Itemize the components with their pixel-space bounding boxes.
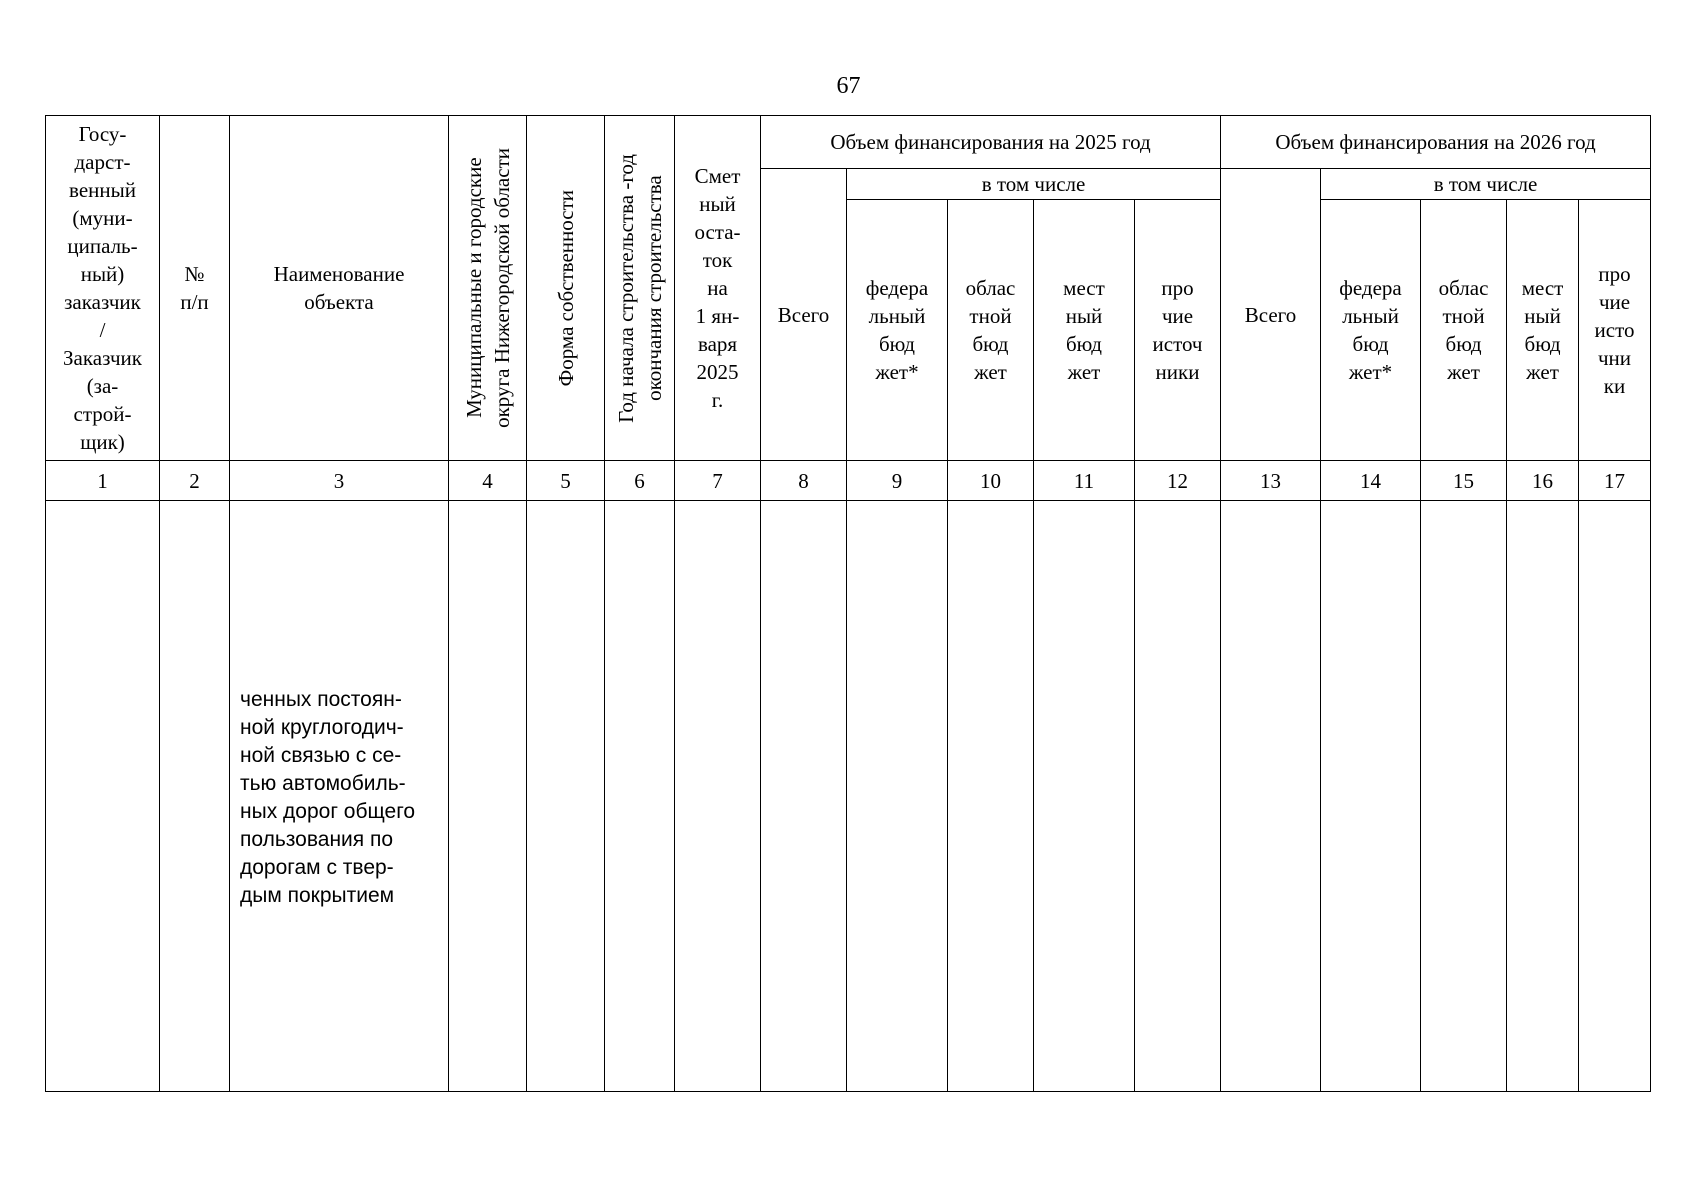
- column-number: 4: [449, 461, 527, 501]
- header-financing-2025-label: Объем финансирования на 2025 год: [830, 130, 1151, 154]
- column-number: 2: [160, 461, 230, 501]
- header-ownership-label: Форма собственности: [553, 189, 578, 387]
- cell-number: [160, 501, 230, 1092]
- header-construction-years: [605, 116, 675, 461]
- object-name-text: ченных постоян- ной круглогодич- ной связью с се- тью автомобиль- ных дорог общего пользования по дорогам с твер- дым покрытием: [240, 688, 416, 907]
- header-financing-2026-label: Объем финансирования на 2026 год: [1275, 130, 1596, 154]
- header-regional-2025: [948, 200, 1034, 461]
- column-number: 15: [1421, 461, 1507, 501]
- column-number: 1: [46, 461, 160, 501]
- header-number-label: № п/п: [180, 262, 209, 314]
- cell-construction-years: [605, 501, 675, 1092]
- header-regional-2026: [1421, 200, 1507, 461]
- header-including-2026-label: в том числе: [1433, 172, 1538, 196]
- header-regional-2026-label: облас тной бюд жет: [1438, 276, 1489, 384]
- cell-other-2025: [1135, 501, 1221, 1092]
- column-number: 13: [1221, 461, 1321, 501]
- header-object-name: [230, 116, 449, 461]
- cell-customer: [46, 501, 160, 1092]
- column-number: 11: [1034, 461, 1135, 501]
- cell-local-2026: [1507, 501, 1579, 1092]
- column-number: 8: [761, 461, 847, 501]
- header-federal-2026-label: федера льный бюд жет*: [1339, 276, 1402, 384]
- cell-ownership: [527, 501, 605, 1092]
- cell-total-2025: [761, 501, 847, 1092]
- column-number: 3: [230, 461, 449, 501]
- header-federal-2026: [1321, 200, 1421, 461]
- financing-table: [45, 115, 1651, 1092]
- header-local-2026-label: мест ный бюд жет: [1521, 276, 1564, 384]
- header-regional-2025-label: облас тной бюд жет: [965, 276, 1016, 384]
- column-numbers-row: [46, 461, 1651, 501]
- header-financing-2025: [761, 116, 1221, 169]
- header-local-2025: [1034, 200, 1135, 461]
- header-including-2025-label: в том числе: [981, 172, 1086, 196]
- header-federal-2025-label: федера льный бюд жет*: [865, 276, 929, 384]
- header-customer: [46, 116, 160, 461]
- header-other-2026: [1579, 200, 1651, 461]
- header-construction-years-label: Год начала строительства -год окончания строительства: [613, 153, 666, 423]
- header-estimate-balance: [675, 116, 761, 461]
- header-including-2026: [1321, 169, 1651, 200]
- cell-federal-2026: [1321, 501, 1421, 1092]
- header-local-2026: [1507, 200, 1579, 461]
- cell-regional-2026: [1421, 501, 1507, 1092]
- header-local-2025-label: мест ный бюд жет: [1063, 276, 1105, 384]
- header-federal-2025: [847, 200, 948, 461]
- column-number: 14: [1321, 461, 1421, 501]
- header-estimate-balance-label: Смет ный оста- ток на 1 ян- варя 2025 г.: [694, 164, 741, 412]
- cell-total-2026: [1221, 501, 1321, 1092]
- cell-estimate-balance: [675, 501, 761, 1092]
- table-row: [46, 501, 1651, 1092]
- cell-regional-2025: [948, 501, 1034, 1092]
- cell-object-name: [230, 501, 449, 1092]
- column-number: 16: [1507, 461, 1579, 501]
- header-ownership: [527, 116, 605, 461]
- header-other-2026-label: про чие исто чни ки: [1594, 262, 1635, 398]
- header-other-2025: [1135, 200, 1221, 461]
- header-total-2026: [1221, 169, 1321, 461]
- column-number: 10: [948, 461, 1034, 501]
- column-number: 5: [527, 461, 605, 501]
- cell-other-2026: [1579, 501, 1651, 1092]
- column-number: 9: [847, 461, 948, 501]
- header-total-2026-label: Всего: [1244, 302, 1297, 327]
- header-municipalities: [449, 116, 527, 461]
- column-number: 7: [675, 461, 761, 501]
- header-total-2025: [761, 169, 847, 461]
- column-number: 12: [1135, 461, 1221, 501]
- column-number: 17: [1579, 461, 1651, 501]
- cell-federal-2025: [847, 501, 948, 1092]
- header-object-name-label: Наименование объекта: [273, 262, 405, 314]
- cell-municipalities: [449, 501, 527, 1092]
- page-number: 67: [836, 73, 861, 99]
- cell-local-2025: [1034, 501, 1135, 1092]
- header-customer-label: Госу- дарст- венный (муни- ципаль- ный) заказчик / Заказчик (за- строй- щик): [63, 122, 142, 454]
- header-total-2025-label: Всего: [777, 302, 830, 327]
- header-financing-2026: [1221, 116, 1651, 169]
- header-other-2025-label: про чие источ ники: [1152, 276, 1203, 384]
- header-municipalities-label: Муниципальные и городские округа Нижегородской области: [461, 148, 514, 428]
- header-including-2025: [847, 169, 1221, 200]
- header-number: [160, 116, 230, 461]
- column-number: 6: [605, 461, 675, 501]
